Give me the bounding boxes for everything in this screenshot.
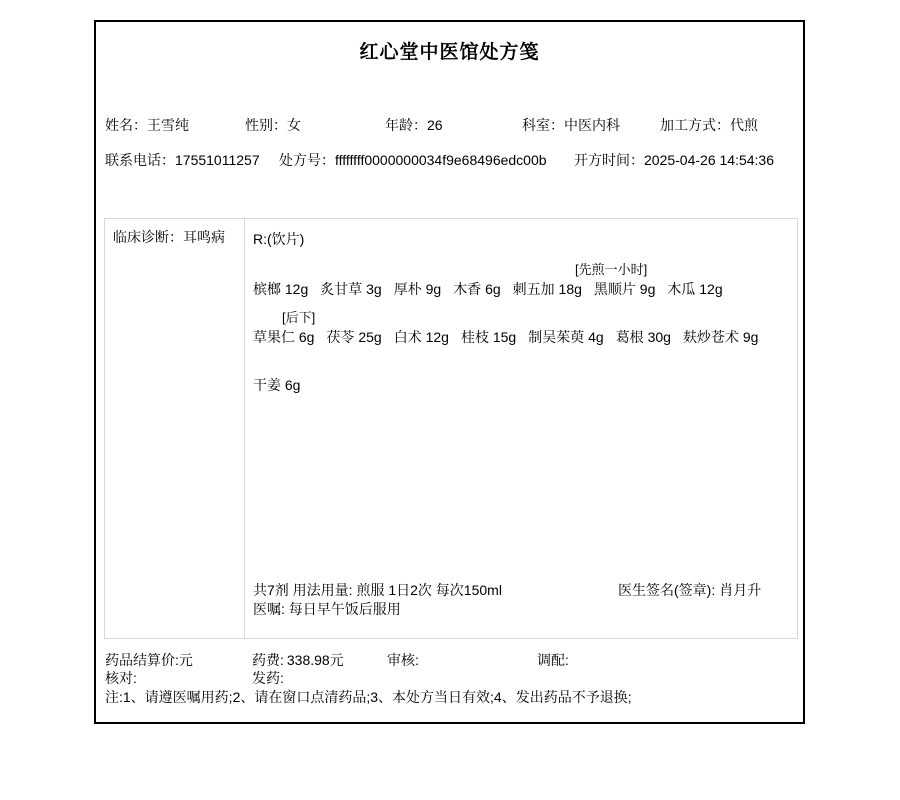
rx-cell (245, 219, 797, 638)
herb-item: 厚朴 9g (393, 281, 442, 297)
herb-item: 刺五加 18g (512, 281, 582, 297)
doctor-signature (618, 580, 761, 600)
processing-method-field (660, 117, 758, 133)
patient-department-value: 中医内科 (564, 117, 620, 133)
herb-item: 茯苓 25g (326, 329, 382, 345)
document-title: 红心堂中医馆处方笺 (359, 42, 540, 63)
herb-item: 白术 12g (393, 329, 449, 345)
phone-value: 17551011257 (175, 152, 260, 168)
prescription-box (104, 218, 798, 639)
phone-field (105, 152, 260, 168)
herb-item: 黑顺片 9g (593, 281, 656, 297)
herb-item: 干姜 6g (253, 377, 301, 393)
prescription-number-value: ffffffff0000000034f9e68496edc00b (335, 152, 547, 168)
check-label: 核对: (105, 670, 137, 686)
review-field (387, 652, 419, 668)
patient-name-field (105, 117, 189, 133)
phone-label: 联系电话： (105, 152, 175, 168)
patient-department-field (522, 117, 620, 133)
patient-age-value: 26 (427, 117, 443, 133)
prepare-label: 调配: (537, 652, 569, 668)
herb-item: 桂枝 15g (460, 329, 517, 345)
patient-age-label: 年龄： (385, 117, 427, 133)
add-later-note: [后下] (282, 310, 316, 325)
herb-item: 炙甘草 3g (320, 281, 382, 297)
usage-notice: 注:1、请遵医嘱用药;2、请在窗口点清药品;3、本处方当日有效;4、发出药品不予退换; (105, 689, 632, 705)
settle-price-label: 药品结算价: (105, 652, 179, 668)
herb-item: 制吴茱萸 4g (528, 329, 604, 345)
pre-decoct-note: [先煎一小时] (575, 262, 648, 277)
check-field (105, 670, 137, 686)
rx-header: R:(饮片) (253, 231, 305, 247)
patient-gender-field (245, 117, 301, 133)
patient-name-value: 王雪纯 (147, 117, 189, 133)
patient-department-label: 科室： (522, 117, 564, 133)
prescription-number-field (279, 152, 547, 168)
patient-gender-value: 女 (287, 117, 301, 133)
dispense-field (252, 670, 284, 686)
patient-name-label: 姓名： (105, 117, 147, 133)
diagnosis-value: 耳鸣病 (183, 229, 225, 245)
diagnosis-cell (105, 219, 245, 638)
usage-line: 共7剂 用法用量: 煎服 1日2次 每次150ml (253, 582, 502, 598)
herb-line-1 (253, 279, 723, 299)
herb-item: 木瓜 12g (667, 281, 723, 297)
fee-value: 338.98元 (286, 652, 344, 668)
diagnosis-label: 临床诊断： (113, 229, 183, 245)
herb-item: 槟榔 12g (253, 281, 309, 297)
fee-label: 药费: (252, 652, 284, 668)
prescribe-time-field (574, 152, 774, 168)
herb-line-3 (253, 375, 300, 395)
settle-price-field (105, 652, 193, 668)
prescribe-time-value: 2025-04-26 14:54:36 (644, 152, 774, 168)
settle-price-value: 元 (178, 652, 193, 668)
herb-item: 麸炒苍术 9g (682, 329, 759, 345)
processing-method-value: 代煎 (730, 117, 758, 133)
fee-field (252, 652, 344, 668)
processing-method-label: 加工方式： (660, 117, 730, 133)
prescription-number-label: 处方号： (279, 152, 335, 168)
herb-line-2 (253, 327, 758, 347)
herb-item: 木香 6g (453, 281, 501, 297)
doctor-signature-label: 医生签名(签章): (618, 582, 716, 598)
advice-line: 医嘱: 每日早午饭后服用 (253, 601, 401, 617)
patient-gender-label: 性别： (245, 117, 287, 133)
dispense-label: 发药: (252, 670, 284, 686)
doctor-signature-name: 肖月升 (719, 582, 762, 598)
prepare-field (537, 652, 569, 668)
herb-item: 葛根 30g (615, 329, 671, 345)
prescription-document (94, 20, 805, 724)
prescribe-time-label: 开方时间： (574, 152, 644, 168)
review-label: 审核: (387, 652, 419, 668)
patient-age-field (385, 117, 443, 133)
herb-item: 草果仁 6g (253, 329, 315, 345)
